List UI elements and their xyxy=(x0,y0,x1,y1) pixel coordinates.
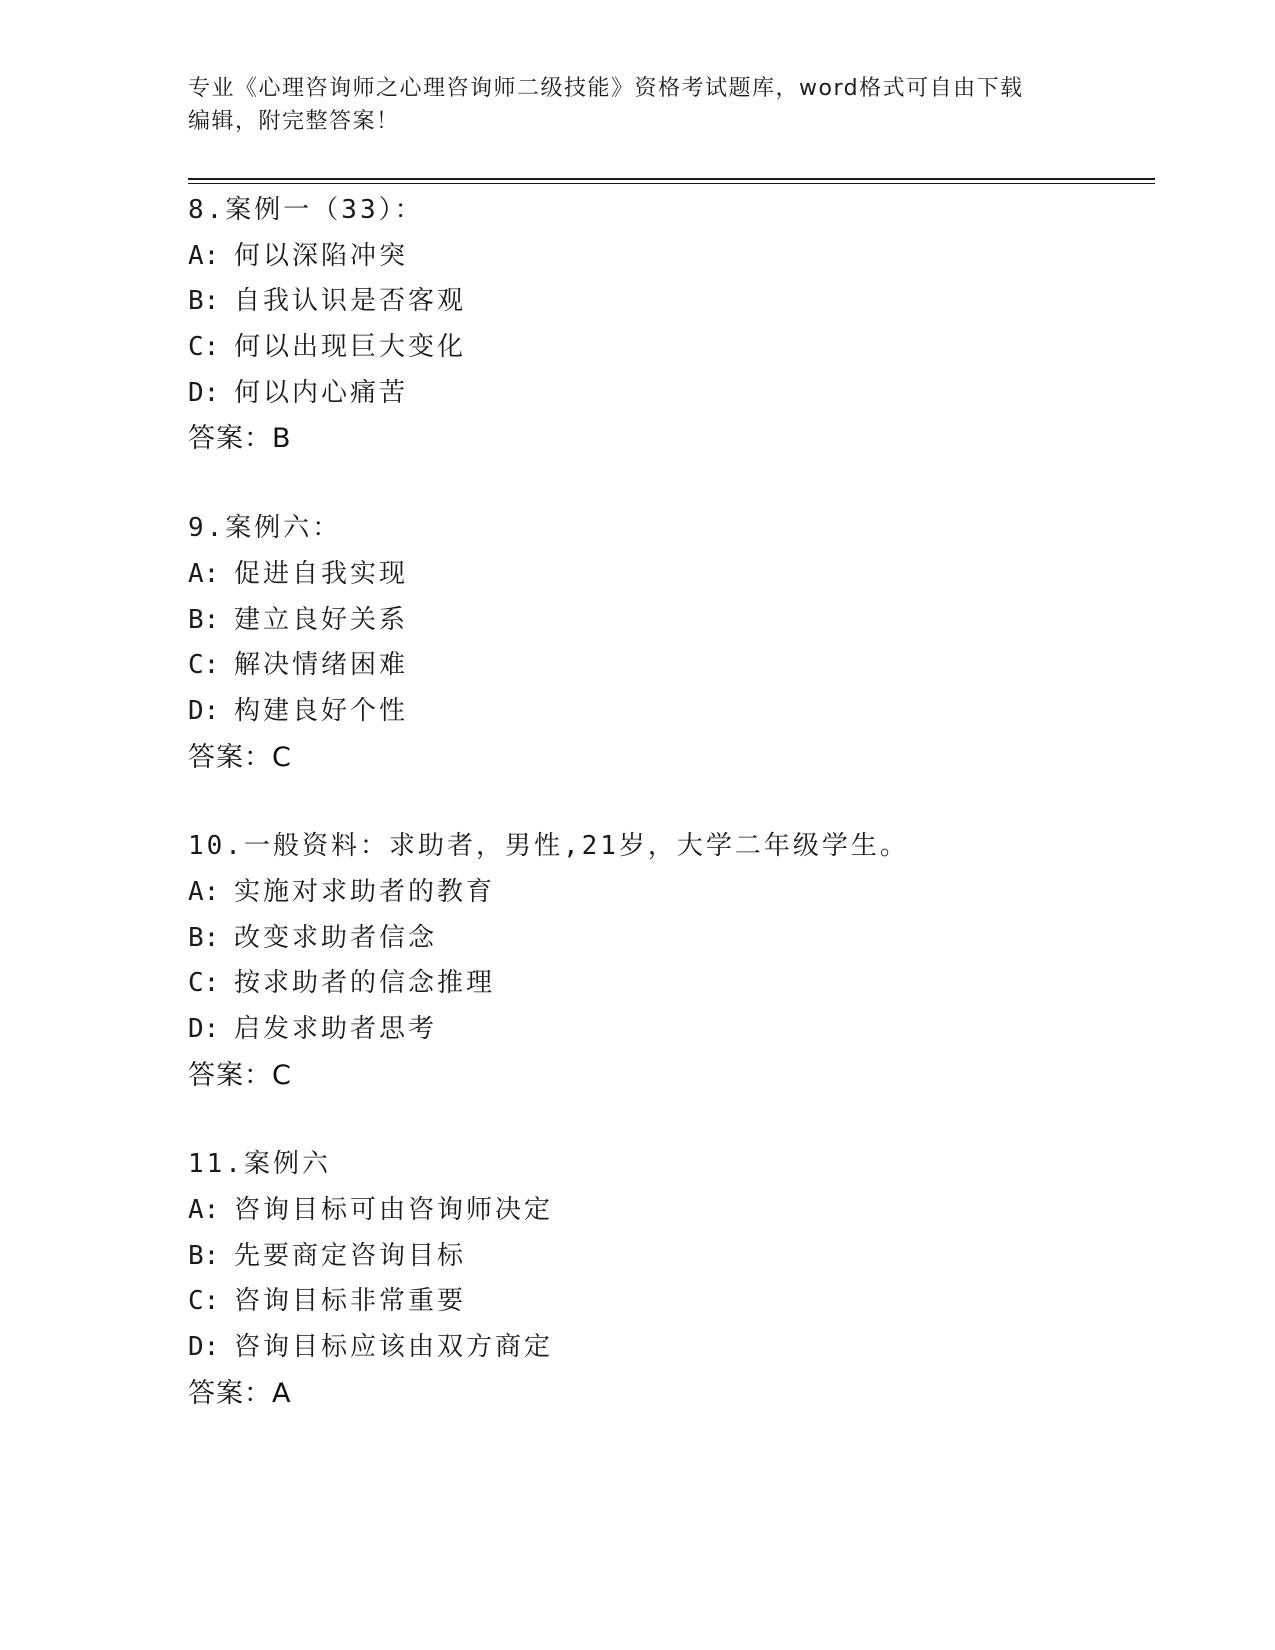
option-b xyxy=(188,598,1148,644)
answer-line: 答案：A xyxy=(188,1377,292,1409)
option-text: 自我认识是否客观 xyxy=(234,286,467,317)
option-letter: B: xyxy=(188,922,220,953)
document-header xyxy=(188,72,1088,138)
option-letter: B: xyxy=(188,1240,220,1271)
answer-line: 答案：B xyxy=(188,423,292,455)
option-text: 建立良好关系 xyxy=(234,604,409,635)
option-letter: D: xyxy=(188,1332,220,1363)
option-text: 解决情绪困难 xyxy=(234,650,409,681)
question-stem: 10.一般资料：求助者，男性,21岁，大学二年级学生。 xyxy=(188,831,909,862)
option-letter: B: xyxy=(188,286,220,317)
option-letter: C: xyxy=(188,332,220,363)
option-c xyxy=(188,1279,1148,1325)
option-letter: B: xyxy=(188,604,220,635)
option-text: 实施对求助者的教育 xyxy=(234,876,496,907)
option-text: 构建良好个性 xyxy=(234,695,409,726)
option-d xyxy=(188,689,1148,735)
option-a xyxy=(188,870,1148,916)
option-d xyxy=(188,1007,1148,1053)
header-divider-thin xyxy=(188,183,1155,184)
option-text: 启发求助者思考 xyxy=(234,1014,438,1044)
question-10 xyxy=(188,824,1148,1098)
option-letter: C: xyxy=(188,1286,220,1317)
option-letter: D: xyxy=(188,377,220,408)
question-stem: 11.案例六 xyxy=(188,1149,331,1180)
option-a xyxy=(188,1188,1148,1234)
option-letter: A: xyxy=(188,1195,220,1226)
option-text: 促进自我实现 xyxy=(234,558,409,589)
option-d xyxy=(188,371,1148,417)
option-c xyxy=(188,643,1148,689)
question-9 xyxy=(188,506,1148,780)
option-letter: D: xyxy=(188,1014,220,1044)
question-8 xyxy=(188,188,1148,462)
option-b xyxy=(188,279,1148,325)
option-d xyxy=(188,1325,1148,1371)
option-letter: A: xyxy=(188,558,220,589)
option-text: 咨询目标非常重要 xyxy=(234,1286,467,1317)
option-c xyxy=(188,325,1148,371)
header-line-2: 编辑，附完整答案！ xyxy=(188,109,400,134)
option-text: 咨询目标可由咨询师决定 xyxy=(234,1195,554,1226)
option-text: 咨询目标应该由双方商定 xyxy=(234,1332,554,1363)
option-text: 改变求助者信念 xyxy=(234,922,438,953)
option-letter: A: xyxy=(188,876,220,907)
question-stem: 9.案例六： xyxy=(188,513,342,544)
option-b xyxy=(188,916,1148,962)
option-letter: C: xyxy=(188,650,220,681)
header-line-1: 专业《心理咨询师之心理咨询师二级技能》资格考试题库，word格式可自由下载 xyxy=(188,76,1024,101)
question-11 xyxy=(188,1142,1148,1416)
question-stem: 8.案例一（33）： xyxy=(188,195,424,225)
option-text: 何以内心痛苦 xyxy=(234,377,409,408)
option-text: 何以深陷冲突 xyxy=(234,240,409,271)
option-text: 何以出现巨大变化 xyxy=(234,332,467,363)
question-list xyxy=(188,188,1148,1417)
answer-line: 答案：C xyxy=(188,741,292,773)
option-a xyxy=(188,552,1148,598)
option-a xyxy=(188,234,1148,280)
option-letter: C: xyxy=(188,968,220,999)
answer-line: 答案：C xyxy=(188,1059,292,1091)
option-letter: D: xyxy=(188,695,220,726)
option-b xyxy=(188,1234,1148,1280)
header-divider-thick xyxy=(188,178,1155,180)
option-text: 按求助者的信念推理 xyxy=(234,968,496,999)
option-text: 先要商定咨询目标 xyxy=(234,1240,467,1271)
option-c xyxy=(188,961,1148,1007)
option-letter: A: xyxy=(188,240,220,271)
